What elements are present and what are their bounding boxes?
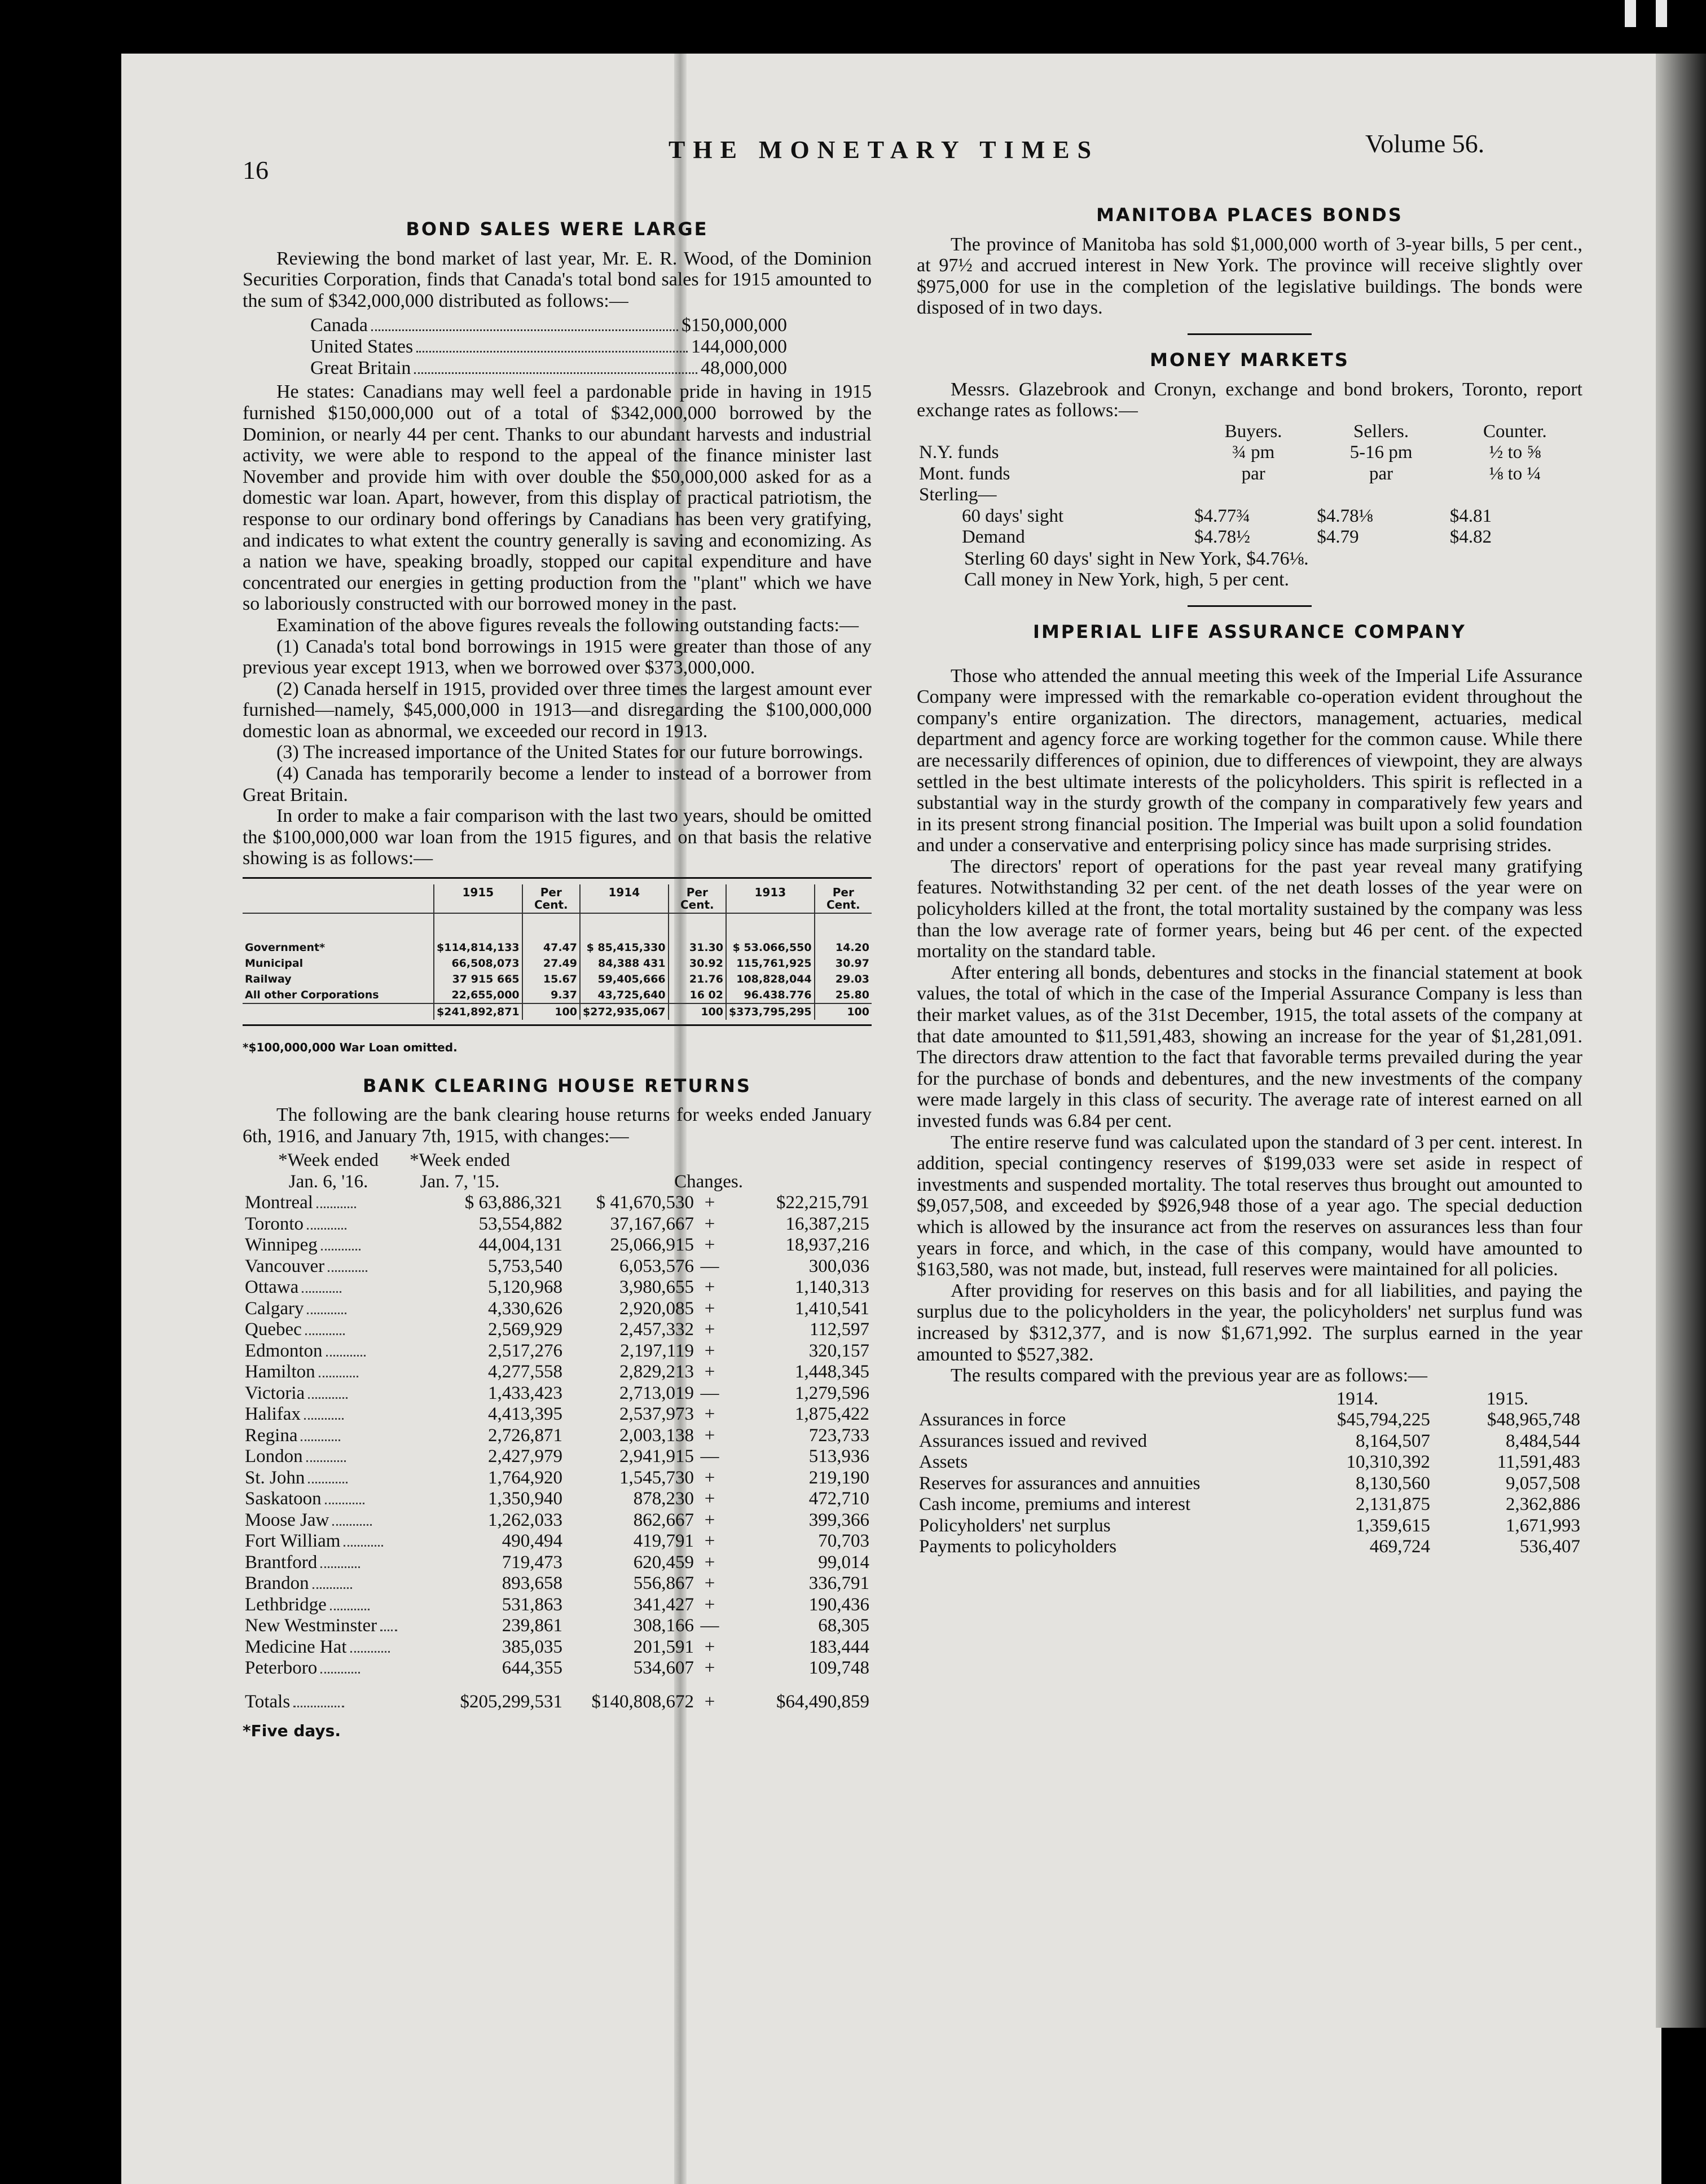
bond-fact: (3) The increased importance of the United States for our future borrowings. [276,742,863,763]
bond-table-footnote: *$100,000,000 War Loan omitted. [243,1041,458,1055]
imperial-paragraph: After entering all bonds, debentures and stocks in the financial statement at book values, the total of which in the case of the Imperial Assurance Company is less than their market values, as of the 31st December, 1915, the total assets of the company at that date amounted to $11,591,483, showing an increase for the year of $1,281,091. The directors draw attention to the fact that favorable terms prevailed during the year for the purchase of bonds and debentures, and the new investments of the company were made largely in this class of security. The average rate of interest earned on all invested funds was 6.84 per cent. [917,962,1582,1131]
table-row: Government* $114,814,133 47.47 $ 85,415,330 31.30 $ 53.066,550 14.20 [243,940,872,955]
section-rule [1188,605,1312,607]
column-header: Per Cent. [815,884,872,913]
column-header: 1915 [434,884,522,913]
column-header: *Week ended Jan. 7, '15. [410,1150,510,1192]
manitoba-heading: MANITOBA PLACES BONDS [1096,204,1403,226]
clearing-row: Lethbridge 531,863 341,427 + 190,436 [245,1594,869,1615]
right-column [917,200,1582,1558]
column-header: 1914 [580,884,669,913]
clearing-row: Regina 2,726,871 2,003,138 + 723,733 [245,1425,869,1446]
clearing-row: Quebec 2,569,929 2,457,332 + 112,597 [245,1319,869,1340]
clearing-heading: BANK CLEARING HOUSE RETURNS [363,1075,751,1097]
clearing-row: Winnipeg 44,004,131 25,066,915 + 18,937,216 [245,1235,869,1256]
distribution-list [310,315,787,379]
clearing-row: Medicine Hat 385,035 201,591 + 183,444 [245,1636,869,1657]
clearing-row: Victoria 1,433,423 2,713,019 — 1,279,596 [245,1382,869,1403]
imperial-paragraph: The results compared with the previous year are as follows:— [951,1365,1428,1386]
bond-fact: (1) Canada's total bond borrowings in 1915 were greater than those of any previous year except 1913, when we borrowed over $373,000,000. [243,636,872,679]
imperial-paragraph: After providing for reserves on this basis and for all liabilities, and paying the surplus due to the policyholders in the year, the policyholders' net surplus fund was increased by $312,377, and is now $1,671,992. The surplus earned in the year amounted to $527,382. [917,1280,1582,1365]
column-header: *Week ended Jan. 6, '16. [278,1150,379,1192]
table-row: Railway 37 915 665 15.67 59,405,666 21.76 108,828,044 29.03 [243,971,872,987]
results-row: Assurances issued and revived 8,164,507 8,484,544 [919,1430,1580,1451]
distribution-row: Canada $150,000,000 [310,315,787,336]
table-row: Municipal 66,508,073 27.49 84,388 431 30.92 115,761,925 30.97 [243,955,872,971]
masthead: THE MONETARY TIMES [669,136,1100,164]
clearing-row: Vancouver 5,753,540 6,053,576 — 300,036 [245,1256,869,1276]
clearing-rows [243,1192,872,1712]
column-header: 1914. [1336,1388,1379,1409]
results-row: Payments to policyholders 469,724 536,407 [919,1536,1580,1557]
page-number: 16 [243,156,269,184]
table-row: All other Corporations 22,655,000 9.37 43,725,640 16 02 96.438.776 25.80 [243,987,872,1003]
clearing-row: St. John 1,764,920 1,545,730 + 219,190 [245,1467,869,1488]
results-row: Policyholders' net surplus 1,359,615 1,671,993 [919,1515,1580,1536]
manitoba-text: The province of Manitoba has sold $1,000,000 worth of 3-year bills, 5 per cent., at 97½ and accrued interest in New York. The province will receive slightly over $975,000 for use in the completion of the legislative buildings. The bonds were disposed of in two days. [917,234,1582,319]
page-stack-edge [1656,54,1706,2028]
table-bottom-rule [243,1024,872,1026]
imperial-paragraph: The directors' report of operations for the past year reveal many gratifying features. Notwithstanding 32 per cent. of the net death losses of the year were on policyholders killed at the front, the total mortality sustained by the company was less than the low average rate of former years, being but 46 per cent. of the expected mortality on the standard table. [917,856,1582,962]
clearing-table [243,1150,872,1192]
distribution-row: United States 144,000,000 [310,336,787,358]
rate-row: Demand $4.78½ $4.79 $4.82 [962,527,1492,548]
distribution-row: Great Britain 48,000,000 [310,358,787,379]
clearing-row: Brandon 893,658 556,867 + 336,791 [245,1573,869,1594]
clearing-row: London 2,427,979 2,941,915 — 513,936 [245,1446,869,1467]
column-header: 1913 [726,884,815,913]
results-row: Cash income, premiums and interest 2,131,875 2,362,886 [919,1494,1580,1515]
money-note: Call money in New York, high, 5 per cent. [964,569,1290,591]
rate-row: N.Y. funds ¾ pm 5-16 pm ½ to ⅝ [919,442,1541,463]
clearing-row: Edmonton 2,517,276 2,197,119 + 320,157 [245,1340,869,1361]
volume-label: Volume 56. [1365,129,1485,158]
table-top-rule [243,877,872,879]
table-total-row: $241,892,871 100 $272,935,067 100 $373,795,295 100 [243,1003,872,1020]
exchange-rates-table [917,421,1582,548]
bond-fact: (2) Canada herself in 1915, provided over three times the largest amount ever furnished—namely, $45,000,000 in 1913—and disregarding the $100,000,000 domestic loan as abnormal, we exceeded our record in 1913. [243,678,872,742]
clearing-row: Peterboro 644,355 534,607 + 109,748 [245,1658,869,1679]
column-header: Buyers. [1224,421,1282,442]
bond-sales-heading: BOND SALES WERE LARGE [406,218,709,240]
clearing-row: Montreal $ 63,886,321 $ 41,670,530 + $22,215,791 [245,1192,869,1213]
bond-sales-paragraph: In order to make a fair comparison with the last two years, should be omitted the $100,000,000 war loan from the 1915 figures, and on that basis the relative showing is as follows:— [243,805,872,869]
clearing-row: Fort William 490,494 419,791 + 70,703 [245,1531,869,1552]
column-header: Sellers. [1353,421,1409,442]
clearing-row: Brantford 719,473 620,459 + 99,014 [245,1552,869,1573]
imperial-results-table [917,1389,1582,1558]
results-row: Assurances in force $45,794,225 $48,965,748 [919,1410,1580,1430]
results-row: Assets 10,310,392 11,591,483 [919,1452,1580,1473]
imperial-paragraph: The entire reserve fund was calculated upon the standard of 3 per cent. interest. In addition, special contingency reserves of $199,033 were set aside in respect of investments and suspended mortality. The total reserves thus brought out amounted to $9,057,508, and exceeded by $926,948 those of a year ago. The special deduction which is allowed by the insurance act from the reserves on assurances less than four years in force, and which, in the case of this company, would have amounted to $163,580, was not made, but, instead, full reserves were maintained for all policies. [917,1131,1582,1280]
column-header: 1915. [1486,1388,1529,1409]
sterling-label: Sterling— [919,485,997,505]
clearing-row: Hamilton 4,277,558 2,829,213 + 1,448,345 [245,1362,869,1382]
results-row: Reserves for assurances and annuities 8,130,560 9,057,508 [919,1473,1580,1494]
money-intro: Messrs. Glazebrook and Cronyn, exchange and bond brokers, Toronto, report exchange rates as follows:— [917,378,1582,421]
clearing-intro: The following are the bank clearing house returns for weeks ended January 6th, 1916, and January 7th, 1915, with changes:— [243,1104,872,1147]
column-header: Changes. [674,1171,744,1192]
left-column [243,214,872,1759]
clearing-total-row: Totals $205,299,531 $140,808,672 + $64,490,859 [245,1691,869,1712]
clearing-row: Saskatoon 1,350,940 878,230 + 472,710 [245,1489,869,1509]
clearing-row: New Westminster 239,861 308,166 — 68,305 [245,1615,869,1636]
clearing-row: Toronto 53,554,882 37,167,667 + 16,387,215 [245,1213,869,1234]
rate-row: 60 days' sight $4.77¾ $4.78⅛ $4.81 [962,505,1492,526]
bond-sales-paragraph: He states: Canadians may well feel a pardonable pride in having in 1915 furnished $150,000,000 out of a total of $342,000,000 borrowed by the Dominion, or nearly 44 per cent. Thanks to our abundant harvests and industrial activity, we were able to respond to the appeal of the finance minister last November and provide him with over double the $50,000,000 asked for as a domestic war loan. Apart, however, from this display of practical patriotism, the response to our ordinary bond offerings by Canadians has been very gratifying, and indicates to what extent the country generally is saving and economizing. As a nation we have, speaking broadly, stopped our capital expenditure and have concentrated our energies in getting production from the "plant" which we have so laboriously constructed with our borrowed money in the past. [243,381,872,615]
film-edge-mark [1625,0,1636,27]
imperial-heading: IMPERIAL LIFE ASSURANCE COMPANY [1033,620,1466,642]
imperial-paragraph: Those who attended the annual meeting this week of the Imperial Life Assurance Company were impressed with the remarkable co-operation evident throughout the company's entire organization. The directors, management, actuaries, medical department and agency force are working together for the common cause. While there are necessarily differences of opinion, due to differences of viewpoint, they are always settled in the best ultimate interests of the policyholders. This spirit is reflected in a substantial way in the sturdy growth of the company in comparatively few years and in its present strong financial position. The Imperial was built upon a solid foundation and under a conservative and enterprising policy since has made surprising strides. [917,665,1582,856]
clearing-footnote: *Five days. [243,1721,341,1741]
clearing-row: Calgary 4,330,626 2,920,085 + 1,410,541 [245,1298,869,1319]
money-markets-heading: MONEY MARKETS [1150,349,1349,371]
bond-sales-intro: Reviewing the bond market of last year, Mr. E. R. Wood, of the Dominion Securities Corporation, finds that Canada's total bond sales for 1915 amounted to the sum of $342,000,000 distributed as follows:— [243,248,872,311]
column-header: Per Cent. [669,884,726,913]
bond-sales-paragraph: Examination of the above figures reveals the following outstanding facts:— [276,614,859,636]
section-rule [1188,333,1312,335]
bond-fact: (4) Canada has temporarily become a lender to instead of a borrower from Great Britain. [243,763,872,805]
column-header: Counter. [1483,421,1547,442]
film-edge-mark [1656,0,1667,27]
clearing-row: Moose Jaw 1,262,033 862,667 + 399,366 [245,1509,869,1530]
bond-comparison-table [243,884,872,1020]
money-note: Sterling 60 days' sight in New York, $4.76⅛. [964,548,1309,569]
clearing-row: Halifax 4,413,395 2,537,973 + 1,875,422 [245,1404,869,1425]
column-header: Per Cent. [522,884,580,913]
clearing-row: Ottawa 5,120,968 3,980,655 + 1,140,313 [245,1277,869,1298]
rate-row: Mont. funds par par ⅛ to ¼ [919,463,1541,484]
